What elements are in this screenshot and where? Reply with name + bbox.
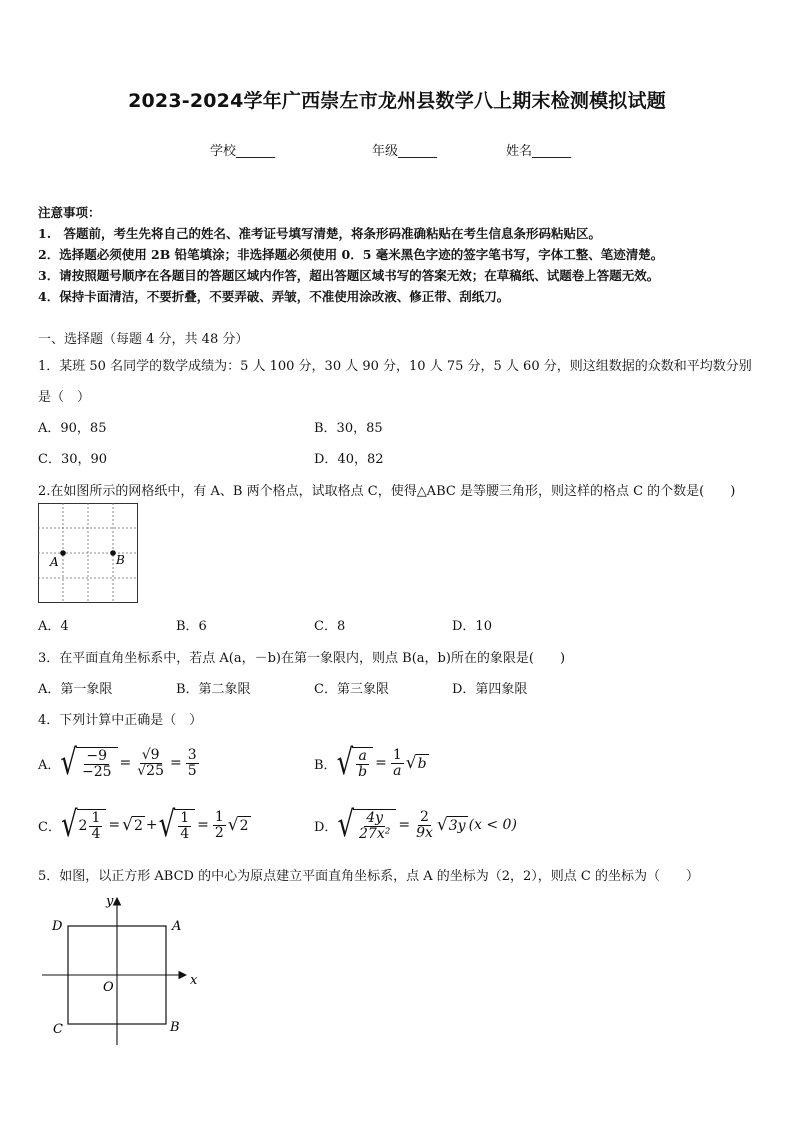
point-b-dot — [110, 550, 116, 556]
radical-icon: √ — [337, 804, 355, 846]
sqrt-expression — [337, 804, 396, 846]
q4-option-c: C． √ 2 $\frac{1}{4}$ = √ 2 + √ $\frac{1}{4}$ = $\frac{1}{2}$ √ 2 — [38, 804, 249, 846]
denominator: −25 — [81, 763, 112, 780]
name-field — [506, 140, 571, 159]
radical-icon: √ — [405, 752, 417, 773]
denominator: 4 — [91, 825, 101, 842]
radicand: 2 — [133, 818, 143, 834]
numerator: a — [358, 747, 367, 764]
point-d-label: D — [52, 919, 63, 934]
denominator: 27x² — [359, 825, 391, 842]
denominator: √25 — [137, 762, 164, 779]
q4-c-label: C． — [38, 819, 61, 835]
condition: (x < 0) — [468, 817, 517, 833]
radical-icon: √ — [336, 742, 354, 784]
q2-option-d: D．10 — [452, 619, 492, 634]
section-heading: 一、选择题（每题 4 分，共 48 分） — [38, 332, 249, 347]
q5-stem: 5．如图，以正方形 ABCD 的中心为原点建立平面直角坐标系，点 A 的坐标为（2，2），则点 C 的坐标为（ ） — [38, 869, 699, 884]
radical-icon: √ — [60, 742, 77, 784]
denominator: b — [358, 763, 368, 780]
q1-stem-line1: 1．某班 50 名同学的数学成绩为：5 人 100 分，30 人 90 分，10 人 75 分，5 人 60 分，则这组数据的众数和平均数分别 — [38, 359, 752, 374]
school-label: 学校 — [210, 144, 237, 159]
q1-stem-line2: 是（ ） — [38, 390, 91, 405]
q1-option-b: B．30，85 — [314, 421, 383, 436]
numerator: 1 — [392, 746, 402, 763]
q4-option-b: B． √ $\frac{a}{b}$ = $\frac{1}{a}$ √ b — [314, 742, 427, 784]
denominator: 5 — [187, 762, 197, 779]
numerator: 3 — [187, 746, 197, 763]
denominator: 4 — [180, 825, 190, 842]
q2-option-a: A．4 — [38, 619, 69, 634]
x-axis-label: x — [190, 973, 198, 988]
numerator: √9 — [141, 746, 160, 763]
numerator: 1 — [214, 808, 224, 825]
q5-coordinate-figure — [38, 890, 218, 1050]
numerator: 1 — [180, 809, 190, 826]
radicand: 3y — [448, 818, 466, 834]
radical-icon: √ — [158, 804, 176, 846]
point-a-label: A — [50, 555, 59, 569]
name-blank: ______ — [532, 144, 572, 159]
q4-b-label: B． — [314, 757, 337, 773]
name-label: 姓名 — [506, 144, 533, 159]
point-b-label: B — [116, 553, 125, 567]
q4-a-label: A． — [38, 757, 61, 773]
notice-item: 1. 答题前，考生先将自己的姓名、准考证号填写清楚，将条形码准确粘贴在考生信息条形码粘贴区。 — [38, 226, 602, 241]
q1-option-a: A．90，85 — [38, 421, 107, 436]
denominator: 9x — [416, 824, 433, 841]
radical-icon: √ — [60, 804, 78, 846]
sqrt-expression — [122, 816, 145, 834]
point-c-label: C — [53, 1022, 63, 1037]
grade-blank: ______ — [398, 144, 438, 159]
sqrt-expression — [437, 816, 468, 834]
q3-option-c: C．第三象限 — [314, 682, 389, 697]
denominator: a — [393, 762, 402, 779]
school-blank: ______ — [236, 144, 276, 159]
numerator: 4y — [366, 809, 384, 826]
q1-option-d: D．40，82 — [314, 452, 384, 467]
sqrt-expression — [228, 816, 251, 834]
q4-option-a: A． √ $\frac{-9}{-25}$ = $\frac{√9}{√25}$ = $\frac{3}{5}$ — [38, 742, 197, 784]
sqrt-expression — [336, 742, 374, 784]
y-axis-label: y — [106, 894, 114, 909]
notice-item: 3．请按照题号顺序在各题目的答题区域内作答，超出答题区域书写的答案无效；在草稿纸、试题卷上答题无效。 — [38, 268, 660, 283]
q4-d-label: D． — [314, 819, 338, 835]
radical-icon: √ — [436, 814, 448, 835]
radicand: b — [417, 756, 427, 772]
numerator: −9 — [86, 747, 108, 764]
numerator: 1 — [91, 809, 101, 826]
q2-option-c: C．8 — [314, 619, 346, 634]
q4-option-d: D． √ $\frac{4y}{\text{27x²}}$ = $\frac{2}{9x}$ √ 3y (x < 0) — [314, 804, 517, 846]
whole-number: 2 — [78, 818, 88, 834]
q3-option-d: D．第四象限 — [452, 682, 528, 697]
point-a-dot — [60, 550, 66, 556]
radical-icon: √ — [227, 814, 239, 835]
sqrt-expression — [158, 804, 196, 846]
q2-stem: 2.在如图所示的网格纸中，有 A、B 两个格点，试取格点 C，使得△ABC 是等腰三角形，则这样的格点 C 的个数是( ) — [38, 484, 736, 499]
radical-icon: √ — [122, 814, 133, 835]
radicand: 2 — [239, 818, 249, 834]
page-title: 2023-2024学年广西崇左市龙州县数学八上期末检测模拟试题 — [128, 90, 666, 112]
q3-option-a: A．第一象限 — [38, 682, 113, 697]
school-field — [210, 140, 275, 159]
grade-field — [372, 140, 437, 159]
q1-option-c: C．30，90 — [38, 452, 108, 467]
point-b-label: B — [170, 1020, 180, 1035]
q4-stem: 4．下列计算中正确是（ ） — [38, 713, 203, 728]
notice-heading: 注意事项： — [38, 205, 101, 220]
sqrt-expression — [406, 754, 429, 772]
q2-grid-figure — [38, 503, 140, 605]
notice-item: 4．保持卡面清洁，不要折叠，不要弄破、弄皱，不准使用涂改液、修正带、刮纸刀。 — [38, 289, 510, 304]
grade-label: 年级 — [372, 144, 399, 159]
q3-option-b: B．第二象限 — [176, 682, 251, 697]
numerator: 2 — [420, 808, 429, 825]
notice-item: 2．选择题必须使用 2B 铅笔填涂；非选择题必须使用 0．5 毫米黑色字迹的签字笔书写，字体工整、笔迹清楚。 — [38, 247, 664, 262]
denominator: 2 — [214, 824, 224, 841]
sqrt-expression — [60, 742, 117, 784]
origin-label: O — [103, 980, 114, 995]
q2-option-b: B．6 — [176, 619, 207, 634]
sqrt-expression — [60, 804, 106, 846]
point-a-label: A — [172, 919, 182, 934]
q3-stem: 3．在平面直角坐标系中，若点 A(a，－b)在第一象限内，则点 B(a，b)所在的象限是( ) — [38, 651, 566, 666]
